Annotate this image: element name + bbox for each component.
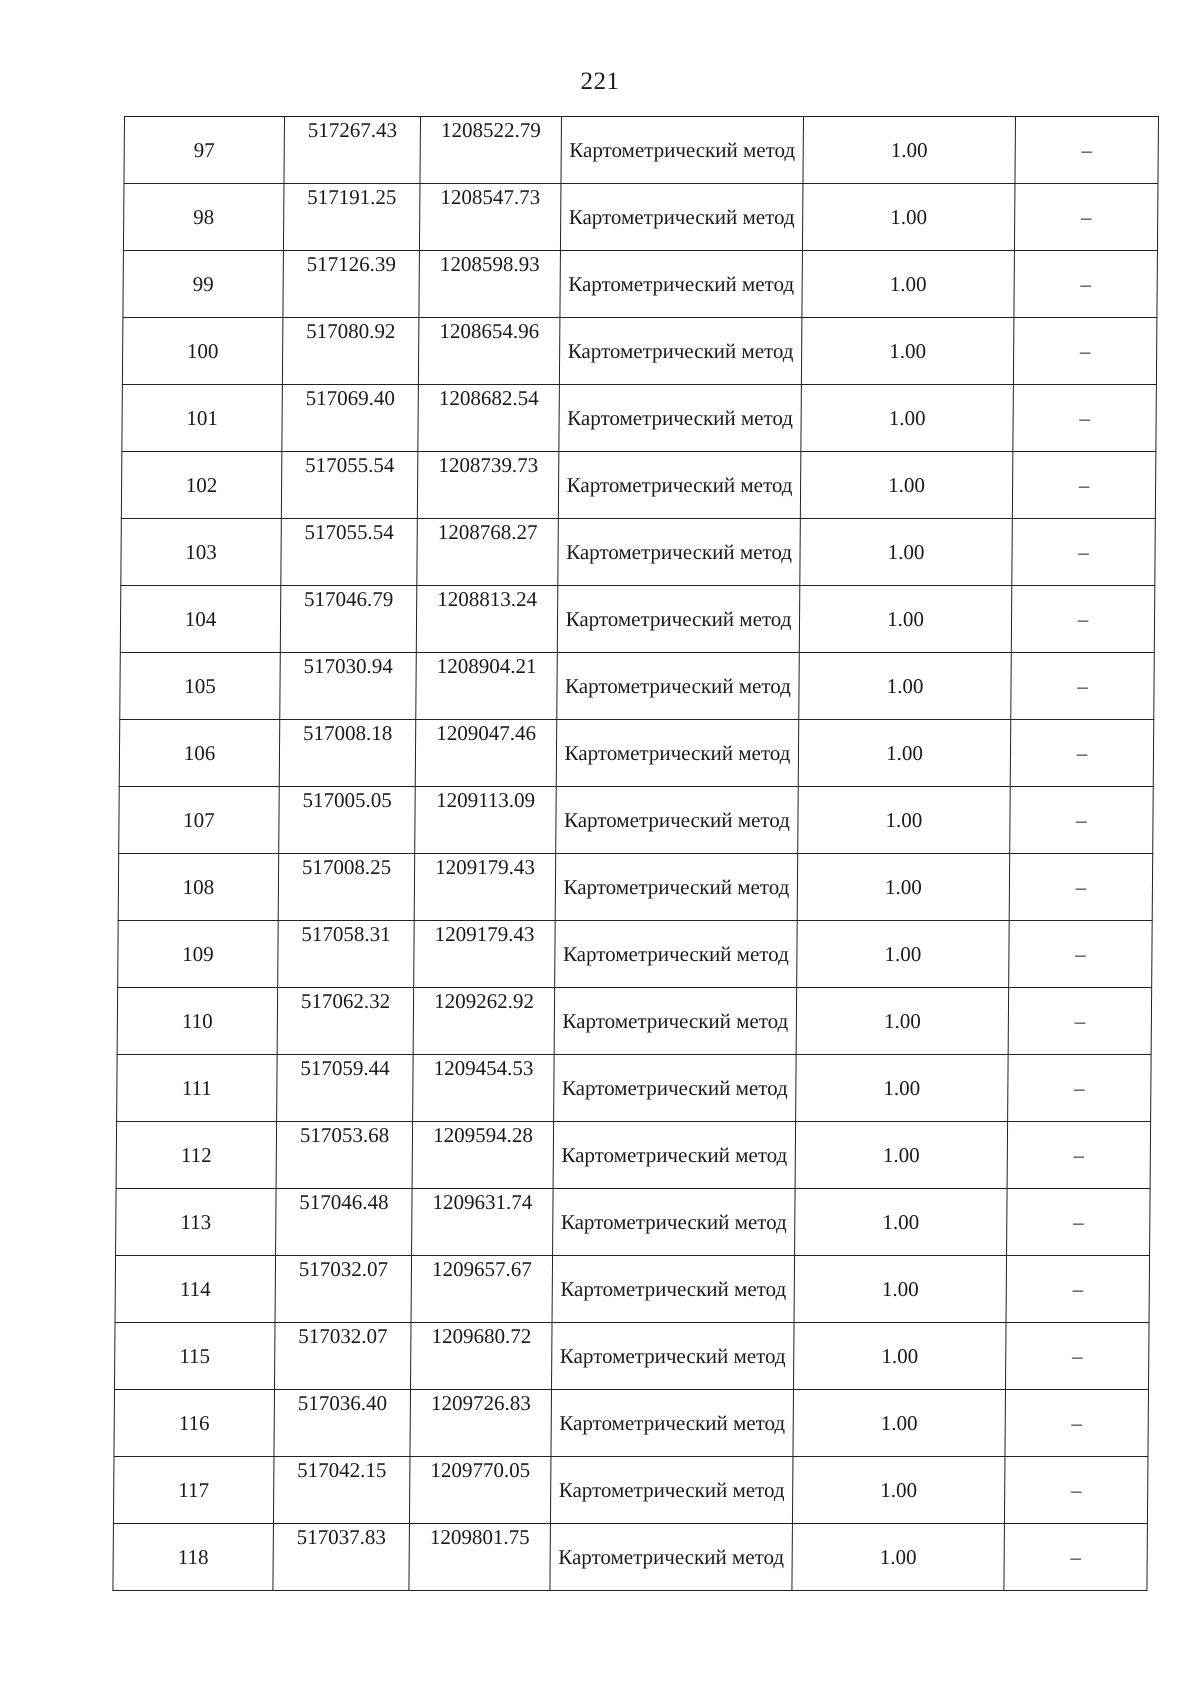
point-number-cell: 113	[116, 1189, 277, 1256]
point-number-cell: 97	[124, 117, 285, 184]
table-row	[115, 1256, 1150, 1323]
y-coordinate-cell: 1209454.53	[413, 1055, 555, 1122]
x-coordinate-cell: 517267.43	[284, 117, 421, 184]
accuracy-cell: 1.00	[793, 1323, 1006, 1390]
x-coordinate-cell: 517005.05	[279, 787, 416, 854]
table-row	[124, 117, 1159, 184]
table-row	[120, 586, 1155, 653]
table-row	[114, 1390, 1149, 1457]
table-row	[117, 1055, 1152, 1122]
y-coordinate-cell: 1209801.75	[409, 1524, 551, 1591]
note-cell: –	[1007, 1189, 1151, 1256]
point-number-cell: 108	[118, 854, 279, 921]
accuracy-cell: 1.00	[796, 1055, 1009, 1122]
point-number-cell: 107	[119, 787, 280, 854]
note-cell: –	[1004, 1524, 1148, 1591]
x-coordinate-cell: 517126.39	[283, 251, 420, 318]
point-number-cell: 115	[114, 1323, 275, 1390]
point-number-cell: 104	[120, 586, 281, 653]
table-row	[123, 251, 1158, 318]
y-coordinate-cell: 1208682.54	[418, 385, 560, 452]
x-coordinate-cell: 517030.94	[280, 653, 417, 720]
method-cell: Картометрический метод	[550, 1524, 793, 1591]
point-number-cell: 110	[117, 988, 278, 1055]
table-row	[114, 1323, 1149, 1390]
table-row	[113, 1457, 1148, 1524]
accuracy-cell: 1.00	[795, 1122, 1008, 1189]
y-coordinate-cell: 1209631.74	[412, 1189, 554, 1256]
x-coordinate-cell: 517008.18	[279, 720, 416, 787]
method-cell: Картометрический метод	[550, 1457, 793, 1524]
table-row	[122, 318, 1157, 385]
coordinates-table-body	[113, 117, 1159, 1591]
note-cell: –	[1007, 1122, 1151, 1189]
accuracy-cell: 1.00	[802, 251, 1015, 318]
y-coordinate-cell: 1208522.79	[420, 117, 562, 184]
accuracy-cell: 1.00	[800, 452, 1013, 519]
table-row	[121, 519, 1156, 586]
y-coordinate-cell: 1208813.24	[416, 586, 558, 653]
y-coordinate-cell: 1208739.73	[417, 452, 559, 519]
method-cell: Картометрический метод	[551, 1323, 794, 1390]
page-number: 221	[580, 68, 620, 95]
method-cell: Картометрический метод	[559, 385, 802, 452]
coordinates-table	[112, 116, 1159, 1591]
accuracy-cell: 1.00	[798, 720, 1011, 787]
table-row	[120, 653, 1155, 720]
method-cell: Картометрический метод	[558, 452, 801, 519]
point-number-cell: 103	[121, 519, 282, 586]
y-coordinate-cell: 1209179.43	[414, 854, 556, 921]
y-coordinate-cell: 1208654.96	[418, 318, 560, 385]
accuracy-cell: 1.00	[792, 1524, 1005, 1591]
table-row	[118, 854, 1153, 921]
accuracy-cell: 1.00	[795, 1189, 1008, 1256]
x-coordinate-cell: 517069.40	[282, 385, 419, 452]
point-number-cell: 112	[116, 1122, 277, 1189]
y-coordinate-cell: 1209179.43	[414, 921, 556, 988]
accuracy-cell: 1.00	[803, 117, 1016, 184]
method-cell: Картометрический метод	[553, 1122, 796, 1189]
table-row	[121, 452, 1156, 519]
point-number-cell: 109	[118, 921, 279, 988]
accuracy-cell: 1.00	[802, 184, 1015, 251]
table-row	[123, 184, 1158, 251]
accuracy-cell: 1.00	[797, 854, 1010, 921]
x-coordinate-cell: 517055.54	[281, 519, 418, 586]
x-coordinate-cell: 517046.79	[280, 586, 417, 653]
y-coordinate-cell: 1209047.46	[415, 720, 557, 787]
method-cell: Картометрический метод	[552, 1256, 795, 1323]
y-coordinate-cell: 1208547.73	[419, 184, 561, 251]
note-cell: –	[1014, 251, 1158, 318]
x-coordinate-cell: 517046.48	[276, 1189, 413, 1256]
point-number-cell: 111	[117, 1055, 278, 1122]
method-cell: Картометрический метод	[554, 1055, 797, 1122]
table-row	[117, 988, 1152, 1055]
x-coordinate-cell: 517059.44	[277, 1055, 414, 1122]
y-coordinate-cell: 1209726.83	[410, 1390, 552, 1457]
y-coordinate-cell: 1209680.72	[410, 1323, 552, 1390]
method-cell: Картометрический метод	[557, 586, 800, 653]
table-row	[113, 1524, 1148, 1591]
note-cell: –	[1011, 653, 1155, 720]
method-cell: Картометрический метод	[557, 653, 800, 720]
accuracy-cell: 1.00	[796, 988, 1009, 1055]
point-number-cell: 114	[115, 1256, 276, 1323]
method-cell: Картометрический метод	[555, 854, 798, 921]
accuracy-cell: 1.00	[800, 519, 1013, 586]
x-coordinate-cell: 517042.15	[273, 1457, 410, 1524]
x-coordinate-cell: 517053.68	[276, 1122, 413, 1189]
point-number-cell: 116	[114, 1390, 275, 1457]
accuracy-cell: 1.00	[792, 1457, 1005, 1524]
accuracy-cell: 1.00	[797, 921, 1010, 988]
method-cell: Картометрический метод	[555, 921, 798, 988]
point-number-cell: 101	[122, 385, 283, 452]
x-coordinate-cell: 517032.07	[274, 1323, 411, 1390]
point-number-cell: 117	[113, 1457, 274, 1524]
method-cell: Картометрический метод	[558, 519, 801, 586]
note-cell: –	[1010, 720, 1154, 787]
y-coordinate-cell: 1208768.27	[417, 519, 559, 586]
note-cell: –	[1008, 988, 1152, 1055]
accuracy-cell: 1.00	[799, 586, 1012, 653]
method-cell: Картометрический метод	[560, 184, 803, 251]
table-row	[119, 787, 1154, 854]
x-coordinate-cell: 517037.83	[273, 1524, 410, 1591]
point-number-cell: 98	[123, 184, 284, 251]
x-coordinate-cell: 517008.25	[278, 854, 415, 921]
method-cell: Картометрический метод	[556, 787, 799, 854]
method-cell: Картометрический метод	[559, 318, 802, 385]
point-number-cell: 118	[113, 1524, 274, 1591]
table-row	[116, 1189, 1151, 1256]
accuracy-cell: 1.00	[798, 787, 1011, 854]
x-coordinate-cell: 517058.31	[278, 921, 415, 988]
x-coordinate-cell: 517032.07	[275, 1256, 412, 1323]
y-coordinate-cell: 1209262.92	[413, 988, 555, 1055]
note-cell: –	[1014, 184, 1158, 251]
method-cell: Картометрический метод	[554, 988, 797, 1055]
table-row	[118, 921, 1153, 988]
y-coordinate-cell: 1209594.28	[412, 1122, 554, 1189]
x-coordinate-cell: 517036.40	[274, 1390, 411, 1457]
method-cell: Картометрический метод	[551, 1390, 794, 1457]
note-cell: –	[1004, 1457, 1148, 1524]
note-cell: –	[1005, 1323, 1149, 1390]
y-coordinate-cell: 1208904.21	[416, 653, 558, 720]
accuracy-cell: 1.00	[801, 318, 1014, 385]
x-coordinate-cell: 517191.25	[283, 184, 420, 251]
note-cell: –	[1008, 1055, 1152, 1122]
note-cell: –	[1015, 117, 1159, 184]
x-coordinate-cell: 517055.54	[281, 452, 418, 519]
accuracy-cell: 1.00	[801, 385, 1014, 452]
y-coordinate-cell: 1209770.05	[409, 1457, 551, 1524]
note-cell: –	[1012, 452, 1156, 519]
note-cell: –	[1011, 586, 1155, 653]
y-coordinate-cell: 1209657.67	[411, 1256, 553, 1323]
accuracy-cell: 1.00	[799, 653, 1012, 720]
note-cell: –	[1013, 318, 1157, 385]
method-cell: Картометрический метод	[560, 251, 803, 318]
method-cell: Картометрический метод	[561, 117, 804, 184]
y-coordinate-cell: 1209113.09	[415, 787, 557, 854]
accuracy-cell: 1.00	[794, 1256, 1007, 1323]
point-number-cell: 106	[119, 720, 280, 787]
note-cell: –	[1013, 385, 1157, 452]
note-cell: –	[1009, 854, 1153, 921]
note-cell: –	[1010, 787, 1154, 854]
note-cell: –	[1005, 1390, 1149, 1457]
point-number-cell: 100	[122, 318, 283, 385]
note-cell: –	[1006, 1256, 1150, 1323]
method-cell: Картометрический метод	[556, 720, 799, 787]
point-number-cell: 105	[120, 653, 281, 720]
point-number-cell: 102	[121, 452, 282, 519]
table-row	[116, 1122, 1151, 1189]
x-coordinate-cell: 517062.32	[277, 988, 414, 1055]
table-row	[122, 385, 1157, 452]
x-coordinate-cell: 517080.92	[282, 318, 419, 385]
accuracy-cell: 1.00	[793, 1390, 1006, 1457]
point-number-cell: 99	[123, 251, 284, 318]
note-cell: –	[1009, 921, 1153, 988]
y-coordinate-cell: 1208598.93	[419, 251, 561, 318]
table-row	[119, 720, 1154, 787]
method-cell: Картометрический метод	[553, 1189, 796, 1256]
note-cell: –	[1012, 519, 1156, 586]
